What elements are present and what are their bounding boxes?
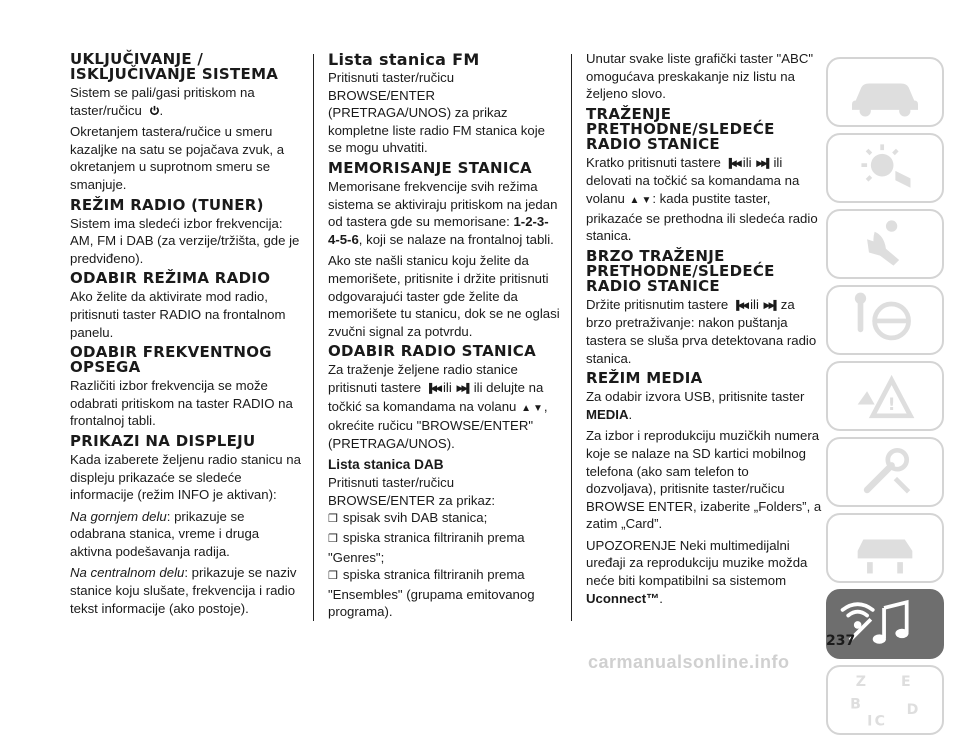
heading-media-mode: REŽIM MEDIA bbox=[586, 369, 703, 388]
paragraph-fm-list: Pritisnuti taster/ručicu BROWSE/ENTER (PRETRAGA/UNOS) za prikaz kompletne liste radio FM stanica koje se mogu uhvatiti. bbox=[328, 70, 545, 156]
next-track-icon: ▶▶▌ bbox=[456, 382, 471, 393]
paragraph-activate-radio: Ako želite da aktivirate mod radio, pritisnuti taster RADIO na frontalnom panelu. bbox=[70, 289, 286, 340]
tab-car-overview[interactable] bbox=[826, 57, 944, 127]
paragraph-top-area: Na gornjem delu: prikazuje se odabrana stanica, vreme i druga aktivna podešavanja radija. bbox=[70, 508, 260, 559]
previous-track-icon: ▐◀◀ bbox=[732, 299, 748, 310]
index-letter: I bbox=[867, 713, 873, 730]
index-letter: B bbox=[850, 696, 861, 713]
arrow-up-icon: ▲ bbox=[629, 194, 640, 206]
page-number: 237 bbox=[826, 633, 856, 649]
heading-select-station: ODABIR RADIO STANICA bbox=[328, 342, 536, 361]
heading-radio-mode: REŽIM RADIO (TUNER) bbox=[70, 195, 264, 214]
index-letter: E bbox=[901, 673, 911, 690]
paragraph-band-select: Različiti izbor frekvencija se može odabrati pritiskom na taster RADIO na frontalnoj tabli. bbox=[70, 378, 293, 429]
paragraph-sd-card: Za izbor i reprodukciju muzičkih numera koje se nalaze na SD kartici mobilnog telefona (ako sam telefon to dozvoljava), pritisnite taster/ručicu BROWSE ENTER, izaberite „Folders”, a zatim „Card”. bbox=[586, 428, 822, 532]
heading-memorize: MEMORISANJE STANICA bbox=[328, 158, 532, 177]
paragraph-display-info: Kada izaberete željenu radio stanicu na displeju prikazaće se sledeće informacije (režim INFO je aktivan): bbox=[70, 451, 301, 503]
index-letter: D bbox=[906, 702, 919, 719]
heading-select-radio: ODABIR REŽIMA RADIO bbox=[70, 269, 271, 288]
alphabet-index-icon bbox=[828, 667, 942, 733]
heading-display: PRIKAZI NA DISPLEJU bbox=[70, 431, 256, 450]
list-item: ❒ spiska stranica filtriranih prema "Genres"; bbox=[328, 530, 525, 565]
paragraph-long-press: Držite pritisnutim tastere ▐◀◀ ili ▶▶▌ za brzo pretraživanje: nakon puštanja tastera se sluša prva detektovana radio stanica. bbox=[586, 296, 817, 366]
column-3 bbox=[586, 50, 822, 611]
sun-light-icon bbox=[828, 135, 942, 201]
paragraph-search-station: Za traženje željene radio stanice pritisnuti tastere ▐◀◀ ili ▶▶▌ ili delujte na točkić sa komandama na volanu ▲ ▼, okrećite ručicu "BROWSE/ENTER" (PRETRAGA/UNOS). bbox=[328, 362, 548, 451]
paragraph-dab-list: Pritisnuti taster/ručicu BROWSE/ENTER za prikaz: bbox=[328, 475, 496, 508]
tab-starting-driving[interactable] bbox=[826, 285, 944, 355]
column-divider bbox=[313, 54, 314, 621]
tab-index[interactable] bbox=[826, 665, 944, 735]
column-1 bbox=[70, 50, 302, 621]
paragraph-store-station: Ako ste našli stanicu koju želite da memorišete, pritisnite i držite pritisnuti odgovarajući taster gde želite da memorišete tu stanicu, dok se ne oglasi zvučni signal za potvrdu. bbox=[328, 253, 560, 339]
arrow-down-icon: ▼ bbox=[641, 194, 652, 206]
paragraph-short-press: Kratko pritisnuti tastere ▐◀◀ ili ▶▶▌ ili delovati na točkić sa komandama na volanu ▲ ▼: kada pustite taster, prikazaće se prethodna ili sledeća radio stanica. bbox=[586, 154, 818, 244]
paragraph-media-usb: Za odabir izvora USB, pritisnite taster MEDIA. bbox=[586, 389, 805, 422]
watermark: carmanualsonline.info bbox=[588, 652, 790, 672]
car-lift-icon bbox=[828, 515, 942, 581]
column-divider bbox=[571, 54, 572, 621]
car-icon bbox=[828, 59, 942, 125]
heading-dab-list: Lista stanica DAB bbox=[328, 457, 444, 473]
heading-fast-search: BRZO TRAŽENJE PRETHODNE/SLEDEĆE RADIO STANICE bbox=[586, 246, 775, 295]
tab-lights[interactable] bbox=[826, 133, 944, 203]
heading-frequency-band: ODABIR FREKVENTNOG OPSEGA bbox=[70, 343, 272, 377]
paragraph-power: Sistem se pali/gasi pritiskom na taster/ručicu . bbox=[70, 85, 255, 118]
index-letter: Z bbox=[855, 673, 867, 690]
paragraph-warning: UPOZORENJE Neki multimedijalni uređaji za reprodukciju muzike možda neće biti kompatibilni sa sistemom Uconnect™. bbox=[586, 537, 808, 606]
bullet-icon: ❒ bbox=[328, 533, 338, 546]
column-2 bbox=[328, 50, 560, 621]
tab-emergency[interactable] bbox=[826, 437, 944, 507]
paragraph-abc: Unutar svake liste grafički taster "ABC" omogućava preskakanje niz listu na željeno slovo. bbox=[586, 51, 814, 102]
paragraph-center-area: Na centralnom delu: prikazuje se naziv stanice koju slušate, frekvencija i radio tekst informacije (ako postoje). bbox=[70, 565, 297, 616]
tab-maintenance[interactable] bbox=[826, 513, 944, 583]
heading-system-on-off: UKLJUČIVANJE / ISKLJUČIVANJE SISTEMA bbox=[70, 50, 279, 83]
index-letter: C bbox=[874, 713, 886, 730]
steering-wheel-key-icon bbox=[828, 287, 942, 353]
power-icon bbox=[149, 105, 160, 116]
heading-search-prev-next: TRAŽENJE PRETHODNE/SLEDEĆE RADIO STANICE bbox=[586, 104, 775, 153]
warning-triangle-icon bbox=[828, 363, 942, 429]
paragraph-bands: Sistem ima sledeći izbor frekvencija: AM, FM i DAB (za verzije/tržišta, gde je predviđeno). bbox=[70, 215, 300, 266]
next-track-icon: ▶▶▌ bbox=[763, 299, 778, 310]
paragraph-volume: Okretanjem tastera/ručice u smeru kazaljke na satu se pojačava zvuk, a okretanjem u suprotnom smeru se smanjuje. bbox=[70, 124, 285, 192]
list-item: ❒ spiska stranica filtriranih prema "Ensembles" (grupama emitovanog programa). bbox=[328, 567, 535, 620]
svg-text:!: ! bbox=[887, 395, 896, 416]
arrow-down-icon: ▼ bbox=[532, 402, 543, 414]
tab-warning-lights[interactable] bbox=[826, 361, 944, 431]
arrow-up-icon: ▲ bbox=[521, 402, 531, 414]
airbag-seat-icon bbox=[828, 211, 942, 277]
bullet-icon: ❒ bbox=[328, 513, 338, 526]
list-item: ❒ spisak svih DAB stanica; bbox=[328, 510, 488, 526]
wrench-icon bbox=[828, 439, 942, 505]
previous-track-icon: ▐◀◀ bbox=[725, 157, 740, 168]
bullet-icon: ❒ bbox=[328, 570, 338, 583]
previous-track-icon: ▐◀◀ bbox=[425, 382, 440, 393]
next-track-icon: ▶▶▌ bbox=[756, 157, 771, 168]
paragraph-presets: Memorisane frekvencije svih režima sistema se aktiviraju pritiskom na jedan od tastera gde su memorisane: 1-2-3-4-5-6, koji se nalaze na frontalnoj tabli. bbox=[328, 178, 558, 247]
tab-safety[interactable] bbox=[826, 209, 944, 279]
heading-fm-list: Lista stanica FM bbox=[328, 50, 480, 69]
